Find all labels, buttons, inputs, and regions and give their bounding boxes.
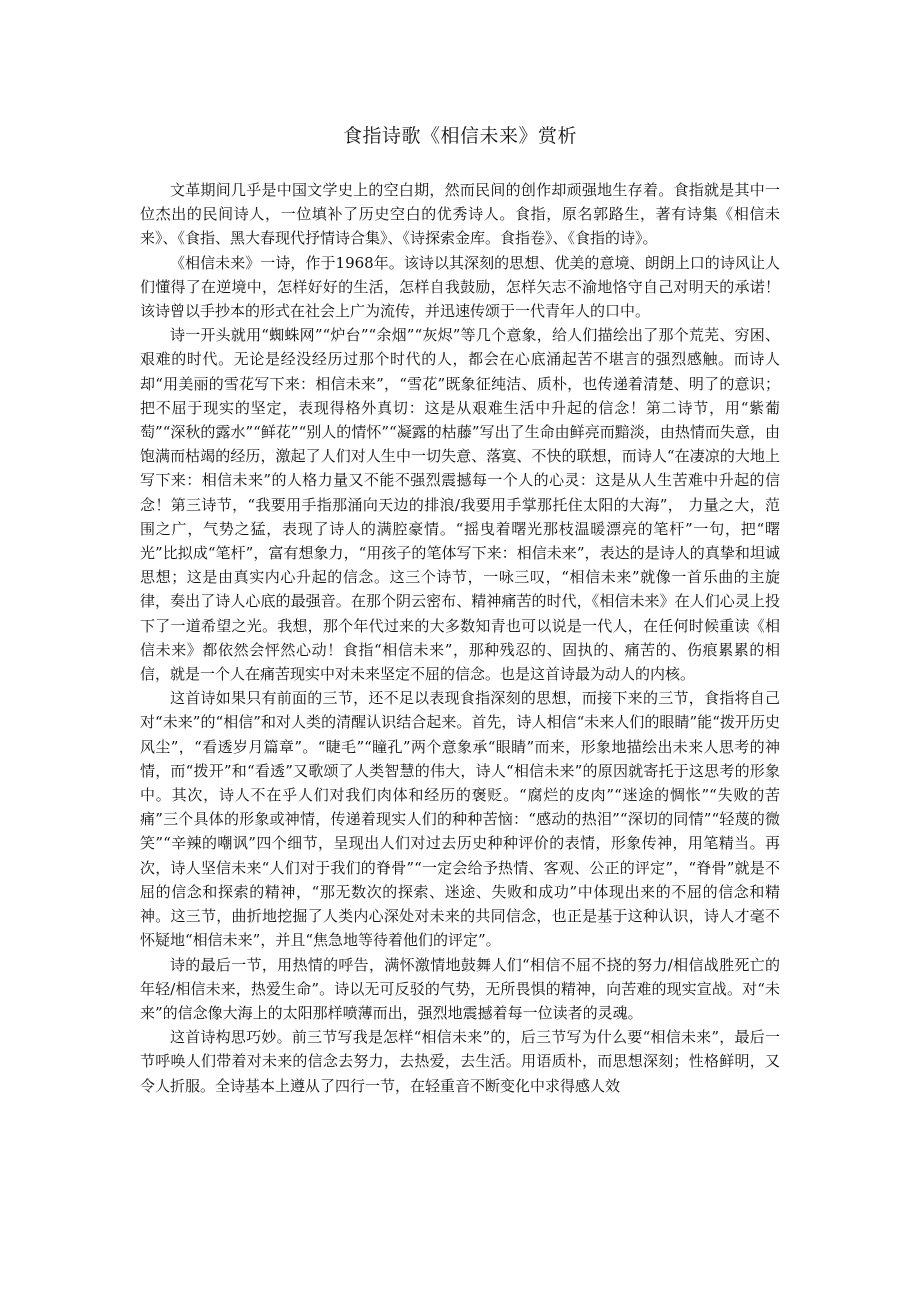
paragraph-4: 这首诗如果只有前面的三节，还不足以表现食指深刻的思想，而接下来的三节，食指将自己对“未来”的“相信”和对人类的清醒认识结合起来。首先，诗人相信“未来人们的眼睛”能“拨开历史风尘”，“看透岁月篇章”。“睫毛”“瞳孔”两个意象承“眼睛”而来，形象地描绘出未来人思考的神情，而“拨开”和“看透”又歌颂了人类智慧的伟大，诗人“相信未来”的原因就寄托于这思考的形象中。其次，诗人不在乎人们对我们肉体和经历的褒贬。“腐烂的皮肉”“迷途的惆怅”“失败的苦痛”三个具体的形象或神情，传递着现实人们的种种苦恼：“感动的热泪”“深切的同情”“轻蔑的微笑”“辛辣的嘲讽”四个细节，呈现出人们对过去历史种种评价的表情，形象传神，用笔精当。再次，诗人坚信未来“人们对于我们的脊骨”“一定会给予热情、客观、公正的评定”，“脊骨”就是不屈的信念和探索的精神，“那无数次的探索、迷途、失败和成功”中体现出来的不屈的信念和精神。这三节，曲折地挖掘了人类内心深处对未来的共同信念，也正是基于这种认识，诗人才毫不怀疑地“相信未来”，并且“焦急地等待着他们的评定”。 [140,689,780,950]
paragraph-1: 文革期间几乎是中国文学史上的空白期，然而民间的创作却顽强地生存着。食指就是其中一位杰出的民间诗人，一位填补了历史空白的优秀诗人。食指，原名郭路生，著有诗集《相信未来》、《食指、黑大春现代抒情诗合集》、《诗探索金库。食指卷》、《食指的诗》。 [140,181,780,248]
article-body [140,178,780,1098]
paragraph-2: 《相信未来》一诗，作于1968年。该诗以其深刻的思想、优美的意境、朗朗上口的诗风让人们懂得了在逆境中，怎样好好的生活，怎样自我鼓励，怎样矢志不渝地恪守自己对明天的承诺！该诗曾以手抄本的形式在社会上广为流传，并迅速传颂于一代青年人的口中。 [140,253,780,321]
paragraph-6: 这首诗构思巧妙。前三节写我是怎样“相信未来”的，后三节写为什么要“相信未来”，最后一节呼唤人们带着对未来的信念去努力，去热爱，去生活。用语质朴，而思想深刻；性格鲜明，又令人折服。全诗基本上遵从了四行一节，在轻重音不断变化中求得感人效 [140,1028,780,1095]
page-title: 食指诗歌《相信未来》赏析 [342,125,577,147]
paragraph-5: 诗的最后一节，用热情的呼告，满怀激情地鼓舞人们“相信不屈不挠的努力/相信战胜死亡的年轻/相信未来，热爱生命”。诗以无可反驳的气势，无所畏惧的精神，向苦难的现实宣战。对“未来”的信念像大海上的太阳那样喷薄而出，强烈地震撼着每一位读者的灵魂。 [140,955,780,1022]
paragraph-3: 诗一开头就用“蜘蛛网”“炉台”“余烟”“灰烬”等几个意象，给人们描绘出了那个荒芜、穷困、艰难的时代。无论是经没经历过那个时代的人，都会在心底涌起苦不堪言的强烈感触。而诗人却“用美丽的雪花写下来：相信未来”，“雪花”既象征纯洁、质朴，也传递着清楚、明了的意识；把不屈于现实的坚定，表现得格外真切：这是从艰难生活中升起的信念！第二诗节，用“紫葡萄”“深秋的露水”“鲜花”“别人的情怀”“凝露的枯藤”写出了生命由鲜亮而黯淡，由热情而失意，由饱满而枯竭的经历，激起了人们对人生中一切失意、落寞、不快的联想，而诗人“在凄凉的大地上写下来：相信未来”的人格力量又不能不强烈震撼每一个人的心灵：这是从人生苦难中升起的信念！第三诗节，“我要用手指那涌向天边的排浪/我要用手掌那托住太阳的大海”， 力量之大，范围之广，气势之猛，表现了诗人的满腔豪情。“摇曳着曙光那枝温暖漂亮的笔杆”一句，把“曙光”比拟成“笔杆”，富有想象力，“用孩子的笔体写下来：相信未来”，表达的是诗人的真挚和坦诚思想；这是由真实内心升起的信念。这三个诗节，一咏三叹，“相信未来”就像一首乐曲的主旋律，奏出了诗人心底的最强音。在那个阴云密布、精神痛苦的时代，《相信未来》在人们心灵上投下了一道希望之光。我想，那个年代过来的大多数知青也可以说是一代人，在任何时候重读《相信未来》都依然会怦然心动！食指“相信未来”，那种残忍的、固执的、痛苦的、伤痕累累的相信，就是一个人在痛苦现实中对未来坚定不屈的信念。也是这首诗最为动人的内核。 [140,326,780,684]
